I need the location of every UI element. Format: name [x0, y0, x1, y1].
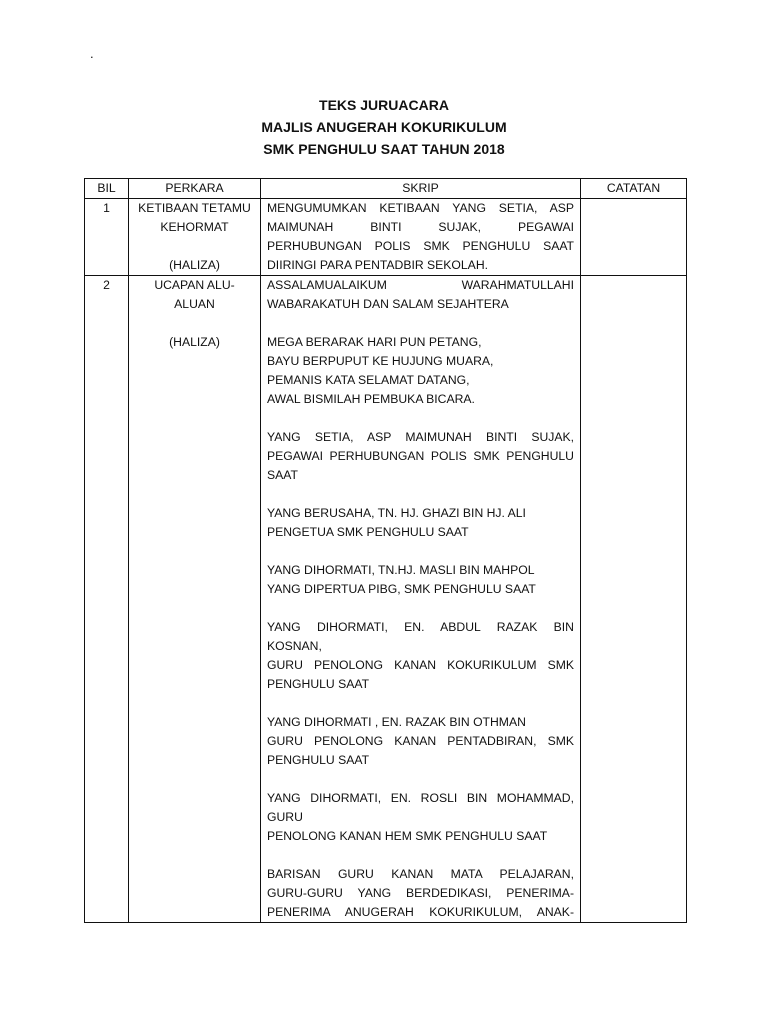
table-row — [85, 276, 687, 923]
perkara-line: ALUAN — [174, 297, 215, 311]
perkara-line: (HALIZA) — [169, 335, 220, 349]
row-skrip — [261, 199, 581, 276]
skrip-line — [267, 846, 574, 865]
skrip-line: YANG DIHORMATI, EN. ROSLI BIN MOHAMMAD, — [267, 791, 574, 805]
school-year-title: SMK PENGHULU SAAT TAHUN 2018 — [263, 141, 505, 157]
table-header-row — [85, 179, 687, 199]
skrip-line: BAYU BERPUPUT KE HUJUNG MUARA, — [267, 354, 494, 368]
skrip-line: PENOLONG KANAN HEM SMK PENGHULU SAAT — [267, 829, 548, 843]
perkara-line: (HALIZA) — [169, 258, 220, 272]
skrip-line: GURU PENOLONG KANAN KOKURIKULUM SMK — [267, 658, 574, 672]
skrip-line — [267, 599, 574, 618]
row-perkara — [129, 199, 261, 276]
table-row — [85, 199, 687, 276]
skrip-line: SAAT — [267, 468, 298, 482]
row-number: 1 — [85, 199, 129, 276]
row-number: 2 — [85, 276, 129, 923]
skrip-line: PERHUBUNGAN POLIS SMK PENGHULU SAAT — [267, 239, 574, 253]
skrip-line: AWAL BISMILAH PEMBUKA BICARA. — [267, 392, 475, 406]
document-title-block — [0, 94, 768, 160]
skrip-line: KOSNAN, — [267, 639, 322, 653]
skrip-line: MAIMUNAH BINTI SUJAK, PEGAWAI — [267, 220, 574, 234]
page-mark: . — [90, 46, 94, 61]
skrip-line: YANG DIPERTUA PIBG, SMK PENGHULU SAAT — [267, 582, 536, 596]
row-catatan — [581, 276, 687, 923]
skrip-line: PEMANIS KATA SELAMAT DATANG, — [267, 373, 470, 387]
skrip-line: PENGHULU SAAT — [267, 753, 370, 767]
perkara-line: KETIBAAN TETAMU — [138, 201, 251, 215]
script-table — [84, 178, 687, 923]
skrip-line — [267, 770, 574, 789]
skrip-line: PENGETUA SMK PENGHULU SAAT — [267, 525, 469, 539]
row-perkara — [129, 276, 261, 923]
perkara-line: UCAPAN ALU- — [154, 278, 235, 292]
skrip-line: PENGHULU SAAT — [267, 677, 370, 691]
perkara-line — [135, 314, 254, 333]
row-skrip — [261, 276, 581, 923]
skrip-line: ASSALAMUALAIKUM WARAHMATULLAHI — [267, 278, 574, 292]
skrip-line: YANG DIHORMATI, TN.HJ. MASLI BIN MAHPOL — [267, 563, 535, 577]
skrip-line: YANG SETIA, ASP MAIMUNAH BINTI SUJAK, — [267, 430, 574, 444]
skrip-line: MENGUMUMKAN KETIBAAN YANG SETIA, ASP — [267, 201, 574, 215]
header-bil: BIL — [85, 179, 129, 199]
skrip-line — [267, 314, 574, 333]
skrip-line: YANG BERUSAHA, TN. HJ. GHAZI BIN HJ. ALI — [267, 506, 526, 520]
perkara-line: KEHORMAT — [160, 220, 229, 234]
skrip-line: PENERIMA ANUGERAH KOKURIKULUM, ANAK- — [267, 905, 574, 919]
header-catatan: CATATAN — [581, 179, 687, 199]
skrip-line — [267, 694, 574, 713]
skrip-line: YANG DIHORMATI, EN. ABDUL RAZAK BIN — [267, 620, 574, 634]
skrip-line: DIIRINGI PARA PENTADBIR SEKOLAH. — [267, 258, 489, 272]
skrip-line — [267, 542, 574, 561]
perkara-line — [135, 237, 254, 256]
skrip-line — [267, 485, 574, 504]
skrip-line: YANG DIHORMATI , EN. RAZAK BIN OTHMAN — [267, 715, 526, 729]
row-catatan — [581, 199, 687, 276]
skrip-line: GURU-GURU YANG BERDEDIKASI, PENERIMA- — [267, 886, 574, 900]
header-skrip: SKRIP — [261, 179, 581, 199]
skrip-line: GURU PENOLONG KANAN PENTADBIRAN, SMK — [267, 734, 574, 748]
document-title: TEKS JURUACARA — [319, 97, 449, 113]
skrip-line: GURU — [267, 810, 303, 824]
skrip-line: MEGA BERARAK HARI PUN PETANG, — [267, 335, 482, 349]
skrip-line — [267, 409, 574, 428]
skrip-line: PEGAWAI PERHUBUNGAN POLIS SMK PENGHULU — [267, 449, 574, 463]
header-perkara: PERKARA — [129, 179, 261, 199]
event-title: MAJLIS ANUGERAH KOKURIKULUM — [261, 119, 507, 135]
skrip-line: BARISAN GURU KANAN MATA PELAJARAN, — [267, 867, 574, 881]
skrip-line: WABARAKATUH DAN SALAM SEJAHTERA — [267, 297, 509, 311]
